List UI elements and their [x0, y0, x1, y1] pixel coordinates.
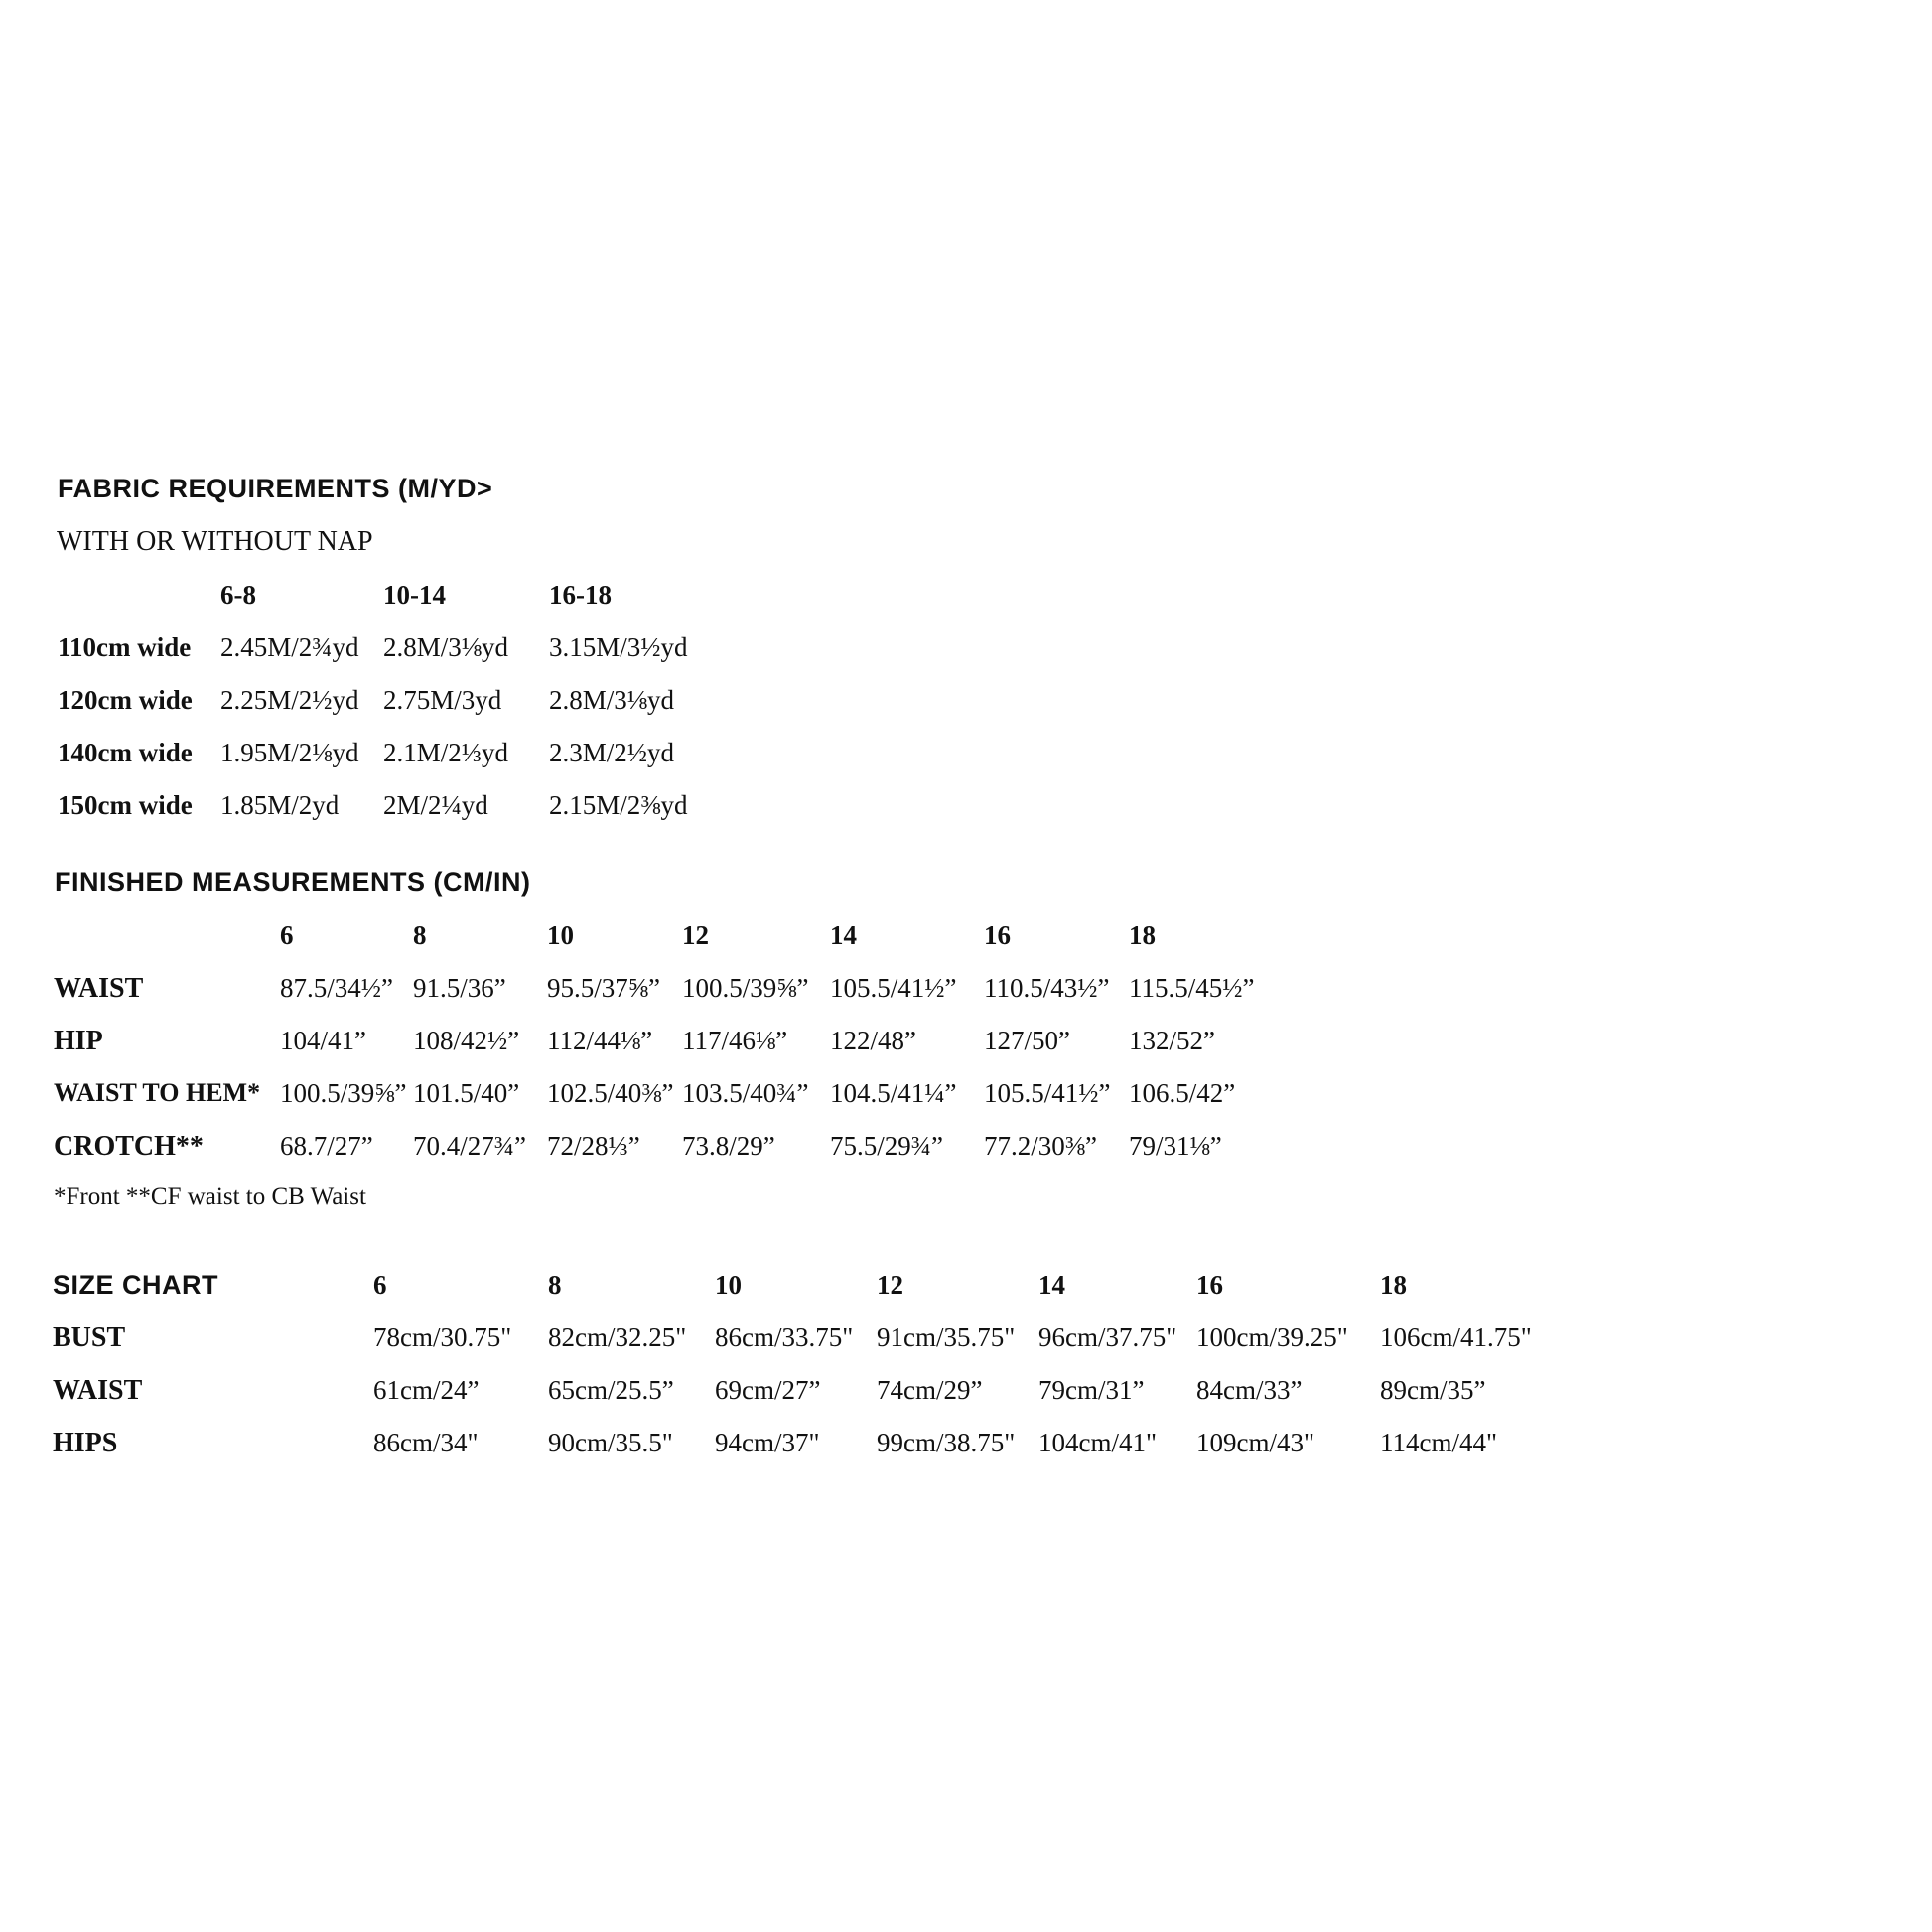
fabric-cell: 2.25M/2½yd: [220, 685, 359, 715]
fabric-header: 6-8: [220, 580, 256, 610]
fabric-row-label: 150cm wide: [58, 790, 193, 820]
finished-cell: 73.8/29”: [682, 1131, 775, 1161]
fabric-cell: 2.15M/2⅜yd: [549, 790, 688, 820]
finished-cell: 117/46⅛”: [682, 1026, 788, 1055]
finished-cell: 87.5/34½”: [280, 973, 393, 1003]
size-chart-cell: 99cm/38.75": [877, 1428, 1016, 1457]
finished-header: 8: [413, 920, 427, 950]
fabric-cell: 3.15M/3½yd: [549, 632, 688, 662]
finished-cell: 68.7/27”: [280, 1131, 373, 1161]
size-chart-cell: 69cm/27”: [715, 1375, 821, 1405]
size-chart-title: SIZE CHART: [53, 1270, 218, 1300]
finished-cell: 102.5/40⅜”: [547, 1078, 674, 1108]
fabric-title: FABRIC REQUIREMENTS (M/YD>: [58, 474, 493, 503]
finished-header: 6: [280, 920, 294, 950]
finished-cell: 100.5/39⅝”: [682, 973, 809, 1003]
finished-cell: 103.5/40¾”: [682, 1078, 809, 1108]
fabric-row-label: 110cm wide: [58, 632, 192, 662]
fabric-cell: 2M/2¼yd: [383, 790, 488, 820]
finished-cell: 132/52”: [1129, 1026, 1215, 1055]
size-chart-row-label: HIPS: [53, 1428, 118, 1458]
finished-footnote: *Front **CF waist to CB Waist: [54, 1183, 366, 1210]
size-chart-header: 8: [548, 1270, 562, 1300]
size-chart-cell: 86cm/34": [373, 1428, 479, 1457]
finished-row-label: WAIST: [54, 973, 144, 1004]
fabric-row-label: 140cm wide: [58, 738, 193, 767]
size-chart-cell: 65cm/25.5”: [548, 1375, 674, 1405]
fabric-cell: 1.95M/2⅛yd: [220, 738, 359, 767]
finished-cell: 106.5/42”: [1129, 1078, 1236, 1108]
finished-cell: 100.5/39⅝”: [280, 1078, 407, 1108]
finished-cell: 110.5/43½”: [984, 973, 1110, 1003]
finished-cell: 105.5/41½”: [984, 1078, 1111, 1108]
finished-cell: 79/31⅛”: [1129, 1131, 1222, 1161]
size-chart-cell: 100cm/39.25": [1196, 1322, 1348, 1352]
finished-cell: 70.4/27¾”: [413, 1131, 526, 1161]
size-chart-cell: 91cm/35.75": [877, 1322, 1016, 1352]
finished-cell: 104/41”: [280, 1026, 366, 1055]
finished-row-label: HIP: [54, 1026, 103, 1056]
size-chart-cell: 89cm/35”: [1380, 1375, 1486, 1405]
finished-cell: 108/42½”: [413, 1026, 520, 1055]
size-chart-cell: 61cm/24”: [373, 1375, 480, 1405]
fabric-cell: 2.45M/2¾yd: [220, 632, 359, 662]
finished-cell: 127/50”: [984, 1026, 1070, 1055]
size-chart-header: 12: [877, 1270, 903, 1300]
size-chart-cell: 79cm/31”: [1038, 1375, 1145, 1405]
finished-cell: 95.5/37⅝”: [547, 973, 660, 1003]
fabric-cell: 2.3M/2½yd: [549, 738, 675, 767]
finished-cell: 75.5/29¾”: [830, 1131, 943, 1161]
size-chart-cell: 106cm/41.75": [1380, 1322, 1532, 1352]
fabric-cell: 2.8M/3⅛yd: [383, 632, 509, 662]
finished-row-label: WAIST TO HEM*: [54, 1078, 261, 1107]
size-chart-header: 18: [1380, 1270, 1407, 1300]
finished-row-label: CROTCH**: [54, 1131, 204, 1162]
fabric-subtitle: WITH OR WITHOUT NAP: [57, 526, 373, 557]
finished-cell: 91.5/36”: [413, 973, 506, 1003]
finished-cell: 77.2/30⅜”: [984, 1131, 1097, 1161]
finished-cell: 101.5/40”: [413, 1078, 520, 1108]
size-chart-cell: 84cm/33”: [1196, 1375, 1303, 1405]
size-chart-cell: 109cm/43": [1196, 1428, 1315, 1457]
size-chart-cell: 78cm/30.75": [373, 1322, 512, 1352]
finished-header: 12: [682, 920, 709, 950]
fabric-header: 10-14: [383, 580, 446, 610]
finished-cell: 105.5/41½”: [830, 973, 957, 1003]
size-chart-header: 6: [373, 1270, 387, 1300]
size-chart-header: 14: [1038, 1270, 1065, 1300]
finished-cell: 115.5/45½”: [1129, 973, 1255, 1003]
size-chart-cell: 96cm/37.75": [1038, 1322, 1177, 1352]
finished-header: 18: [1129, 920, 1156, 950]
fabric-cell: 2.8M/3⅛yd: [549, 685, 675, 715]
finished-header: 16: [984, 920, 1011, 950]
size-chart-cell: 74cm/29”: [877, 1375, 983, 1405]
fabric-cell: 1.85M/2yd: [220, 790, 340, 820]
size-chart-cell: 82cm/32.25": [548, 1322, 687, 1352]
finished-cell: 72/28⅓”: [547, 1131, 640, 1161]
finished-cell: 104.5/41¼”: [830, 1078, 957, 1108]
fabric-cell: 2.1M/2⅓yd: [383, 738, 509, 767]
fabric-header: 16-18: [549, 580, 612, 610]
size-chart-row-label: BUST: [53, 1322, 126, 1353]
finished-cell: 112/44⅛”: [547, 1026, 653, 1055]
size-chart-cell: 94cm/37": [715, 1428, 820, 1457]
size-chart-row-label: WAIST: [53, 1375, 143, 1406]
size-chart-cell: 114cm/44": [1380, 1428, 1498, 1457]
size-chart-cell: 104cm/41": [1038, 1428, 1158, 1457]
size-chart-cell: 90cm/35.5": [548, 1428, 673, 1457]
size-chart-header: 10: [715, 1270, 742, 1300]
finished-header: 14: [830, 920, 857, 950]
finished-cell: 122/48”: [830, 1026, 916, 1055]
finished-header: 10: [547, 920, 574, 950]
fabric-row-label: 120cm wide: [58, 685, 193, 715]
fabric-cell: 2.75M/3yd: [383, 685, 502, 715]
finished-title: FINISHED MEASUREMENTS (CM/IN): [55, 867, 531, 897]
size-chart-cell: 86cm/33.75": [715, 1322, 854, 1352]
size-chart-header: 16: [1196, 1270, 1223, 1300]
